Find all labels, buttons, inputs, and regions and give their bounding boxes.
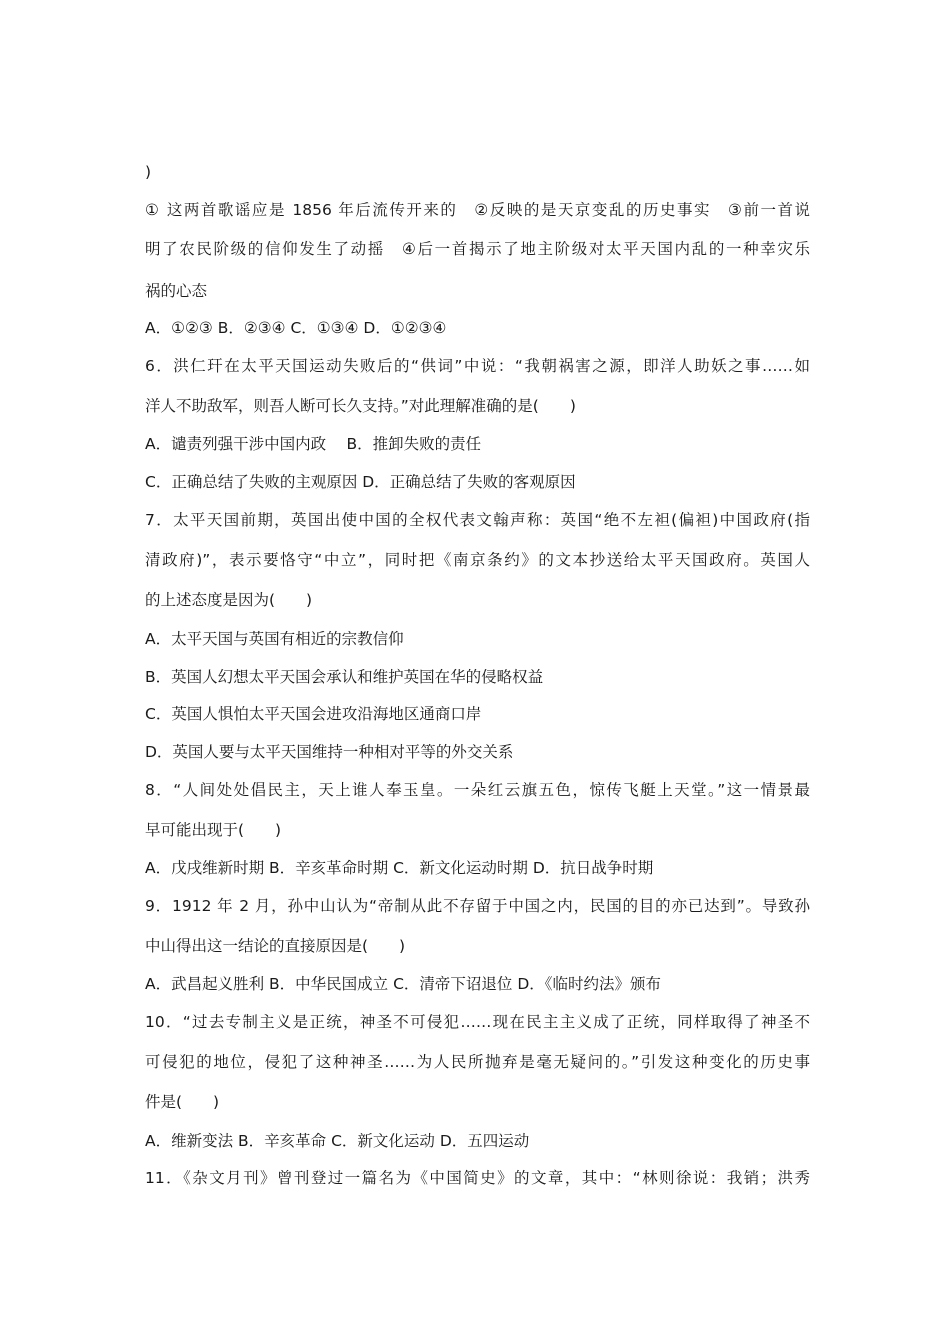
answer-options: A．①②③ B．②③④ C．①③④ D．①②③④	[145, 319, 447, 337]
text-line: 中山得出这一结论的直接原因是( )	[145, 937, 406, 955]
text-line: ① 这两首歌谣应是 1856 年后流传开来的 ②反映的是天京变乱的历史事实 ③前一首说	[145, 201, 810, 219]
text-line: 的上述态度是因为( )	[145, 591, 313, 609]
text-line: 洋人不助敌军，则吾人断可长久支持。”对此理解准确的是( )	[145, 397, 576, 415]
question-7: 7．太平天国前期，英国出使中国的全权代表文翰声称：英国“绝不左袒(偏袒)中国政府(指	[145, 511, 810, 529]
text-line: )	[145, 163, 152, 181]
answer-options: A．武昌起义胜利 B．中华民国成立 C．清帝下诏退位 D．《临时约法》颁布	[145, 975, 662, 993]
question-11: 11．《杂文月刊》曾刊登过一篇名为《中国简史》的文章，其中：“林则徐说：我销；洪秀	[145, 1169, 810, 1187]
text-line: 祸的心态	[145, 282, 208, 300]
answer-options: C．正确总结了失败的主观原因 D．正确总结了失败的客观原因	[145, 473, 576, 491]
answer-options: A．谴责列强干涉中国内政 B．推卸失败的责任	[145, 435, 482, 453]
answer-option-c: C．英国人惧怕太平天国会进攻沿海地区通商口岸	[145, 705, 482, 723]
text-line: 明了农民阶级的信仰发生了动摇 ④后一首揭示了地主阶级对太平天国内乱的一种幸灾乐	[145, 240, 810, 258]
text-line: 件是( )	[145, 1093, 220, 1111]
text-line: 早可能出现于( )	[145, 821, 282, 839]
question-10: 10．“过去专制主义是正统，神圣不可侵犯……现在民主主义成了正统，同样取得了神圣不	[145, 1013, 810, 1031]
answer-option-d: D．英国人要与太平天国维持一种相对平等的外交关系	[145, 743, 514, 761]
text-line: 清政府)”，表示要恪守“中立”，同时把《南京条约》的文本抄送给太平天国政府。英国人	[145, 551, 810, 569]
answer-option-a: A．太平天国与英国有相近的宗教信仰	[145, 630, 404, 648]
question-8: 8．“人间处处倡民主，天上谁人奉玉皇。一朵红云旗五色，惊传飞艇上天堂。”这一情景最	[145, 781, 810, 799]
question-6: 6．洪仁玕在太平天国运动失败后的“供词”中说：“我朝祸害之源，即洋人助妖之事……如	[145, 357, 810, 375]
question-9: 9．1912 年 2 月，孙中山认为“帝制从此不存留于中国之内，民国的目的亦已达到”。导致孙	[145, 897, 810, 915]
text-line: 可侵犯的地位，侵犯了这种神圣……为人民所抛弃是毫无疑问的。”引发这种变化的历史事	[145, 1053, 810, 1071]
answer-option-b: B．英国人幻想太平天国会承认和维护英国在华的侵略权益	[145, 668, 544, 686]
answer-options: A．戊戌维新时期 B．辛亥革命时期 C．新文化运动时期 D．抗日战争时期	[145, 859, 654, 877]
answer-options: A．维新变法 B．辛亥革命 C．新文化运动 D．五四运动	[145, 1132, 530, 1150]
